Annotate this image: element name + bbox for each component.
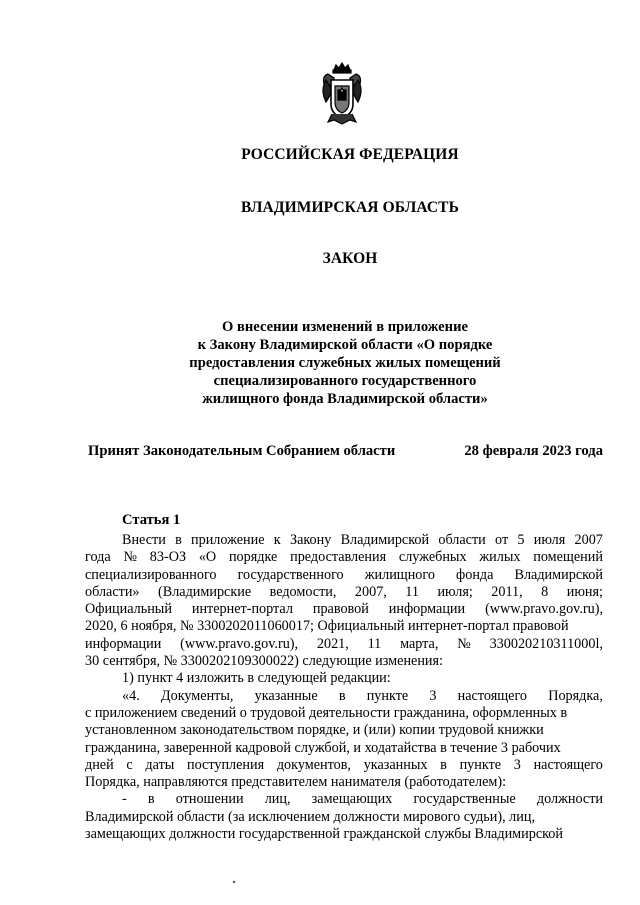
body-word: Документы, [160,687,234,704]
body-line [85,688,603,705]
body-line [85,549,603,566]
body-line [85,705,603,722]
body-word: Официальный [85,601,172,618]
body-word: Владимирской области (за исключением должности мирового судьи), лиц, [85,808,535,825]
body-word: 3 [429,687,437,704]
body-line [85,791,603,808]
body-word: 2020, 6 ноября, № 3300202011060017; Официальный интернет-портал правовой [85,618,569,635]
article-body [85,532,603,843]
body-word: в [440,756,447,773]
body-word: (Владимирские [158,583,252,600]
body-word: к [273,532,281,548]
body-word: замещающих должности государственной гражданской службы Владимирской [85,826,563,843]
body-word: специализированного [85,566,217,583]
body-word: Порядка, направляются представителем нанимателя (работодателем): [85,774,507,791]
body-line [85,618,603,635]
body-word: июля [533,532,566,548]
body-word: 11 [405,583,419,600]
body-word: от [495,532,509,548]
body-word: Владимирской [514,566,603,583]
body-word: «4. [122,687,140,704]
body-word: гражданина, заверенной кадровой службой, и ходатайства в течение 3 рабочих [85,739,561,756]
body-word: настоящего [533,756,603,773]
body-word: Порядка, [548,687,603,704]
body-word: (www.pravo.gov.ru), [180,635,299,652]
body-word: 83-ОЗ [149,549,187,566]
adoption-line [88,443,603,460]
body-line [85,636,603,653]
body-word: года [85,549,111,566]
body-line [85,722,603,739]
body-line [85,653,603,670]
body-line [85,740,603,757]
article-heading: Статья 1 [122,512,181,528]
body-word: государственные [413,791,516,808]
body-word: интернет-портал [191,601,293,618]
body-word: с приложением сведений о трудовой деятельности гражданина, оформленных в [85,704,568,721]
body-word: должности [536,791,603,808]
body-word: замещающих [311,791,393,808]
body-line [85,774,603,791]
body-word: служебных [398,549,467,566]
body-line [85,532,603,549]
body-word: порядке [228,549,278,566]
body-word: жилищного [364,566,435,583]
body-line [85,809,603,826]
body-line [85,757,603,774]
body-word: информации [85,635,162,652]
body-word: информации [388,601,466,618]
body-word: приложение [191,532,265,548]
body-word: пункте [366,687,409,704]
body-word: предоставления [290,549,387,566]
body-word: «О [198,549,217,566]
body-word: 2007, [354,583,387,600]
body-word: в [338,687,346,704]
body-word: даты [145,756,175,773]
adoption-date: 28 февраля 2023 года [464,443,603,459]
body-word: документов, [276,756,351,773]
body-word: 11 [367,635,382,652]
body-word: пункте [459,756,502,773]
body-word: 5 [517,532,525,548]
body-line [85,567,603,584]
body-word: 2011, [491,583,523,600]
body-word: государственного [237,566,344,583]
body-line [85,670,603,687]
body-word: установленном законодательством порядке, и (или) копии трудовой книжки [85,722,544,739]
body-word: области» [85,583,140,600]
adopted-by: Принят Законодательным Собранием области [88,443,396,459]
body-word: 1) пункт 4 изложить в следующей редакции: [122,670,391,687]
body-word: марта, [400,635,439,652]
body-line [85,826,603,843]
body-word: в [175,532,182,548]
body-word: указанных [363,756,428,773]
body-word: правовой [312,601,369,618]
title-line: специализированного государственного [213,373,477,389]
body-word: помещений [533,549,603,566]
body-word: июля; [437,583,473,600]
title-line: к Закону Владимирской области «О порядке [197,337,493,353]
body-word: с [126,756,133,773]
title-line: предоставления служебных жилых помещений [189,355,501,371]
body-word: 2021, [316,635,349,652]
region-heading: ВЛАДИМИРСКАЯ ОБЛАСТЬ [241,199,459,216]
body-word: фонда [456,566,494,583]
body-word: № [457,635,471,652]
country-heading: РОССИЙСКАЯ ФЕДЕРАЦИЯ [241,146,459,163]
body-word: настоящего [457,687,528,704]
body-word: области [438,532,486,548]
body-word: - [122,791,127,808]
body-word: 330020210311000l, [489,635,603,652]
body-word: (www.pravo.gov.ru), [485,601,603,618]
body-word: дней [85,756,114,773]
coat-of-arms-emblem [320,62,364,126]
body-word: лиц, [264,791,291,808]
body-word: 3 [513,756,521,773]
body-word: Владимирской [340,532,430,548]
body-word: жилых [479,549,521,566]
scan-speck [232,880,236,884]
doc-type-heading: ЗАКОН [322,250,378,267]
body-word: Внести [122,532,166,548]
body-word: 30 сентября, № 3300202109300022) следующие изменения: [85,653,443,670]
body-word: поступления [187,756,265,773]
body-word: 8 [541,583,549,600]
title-line: О внесении изменений в приложение [222,319,468,335]
body-line [85,601,603,618]
body-word: июня; [566,583,603,600]
body-word: Закону [289,532,332,548]
body-word: отношении [175,791,244,808]
law-title [150,318,540,408]
body-word: указанные [254,687,318,704]
body-word: в [147,791,155,808]
body-word: № [123,549,137,566]
body-word: ведомости, [269,583,337,600]
body-line [85,584,603,601]
body-word: 2007 [574,532,603,548]
title-line: жилищного фонда Владимирской области» [202,391,488,407]
